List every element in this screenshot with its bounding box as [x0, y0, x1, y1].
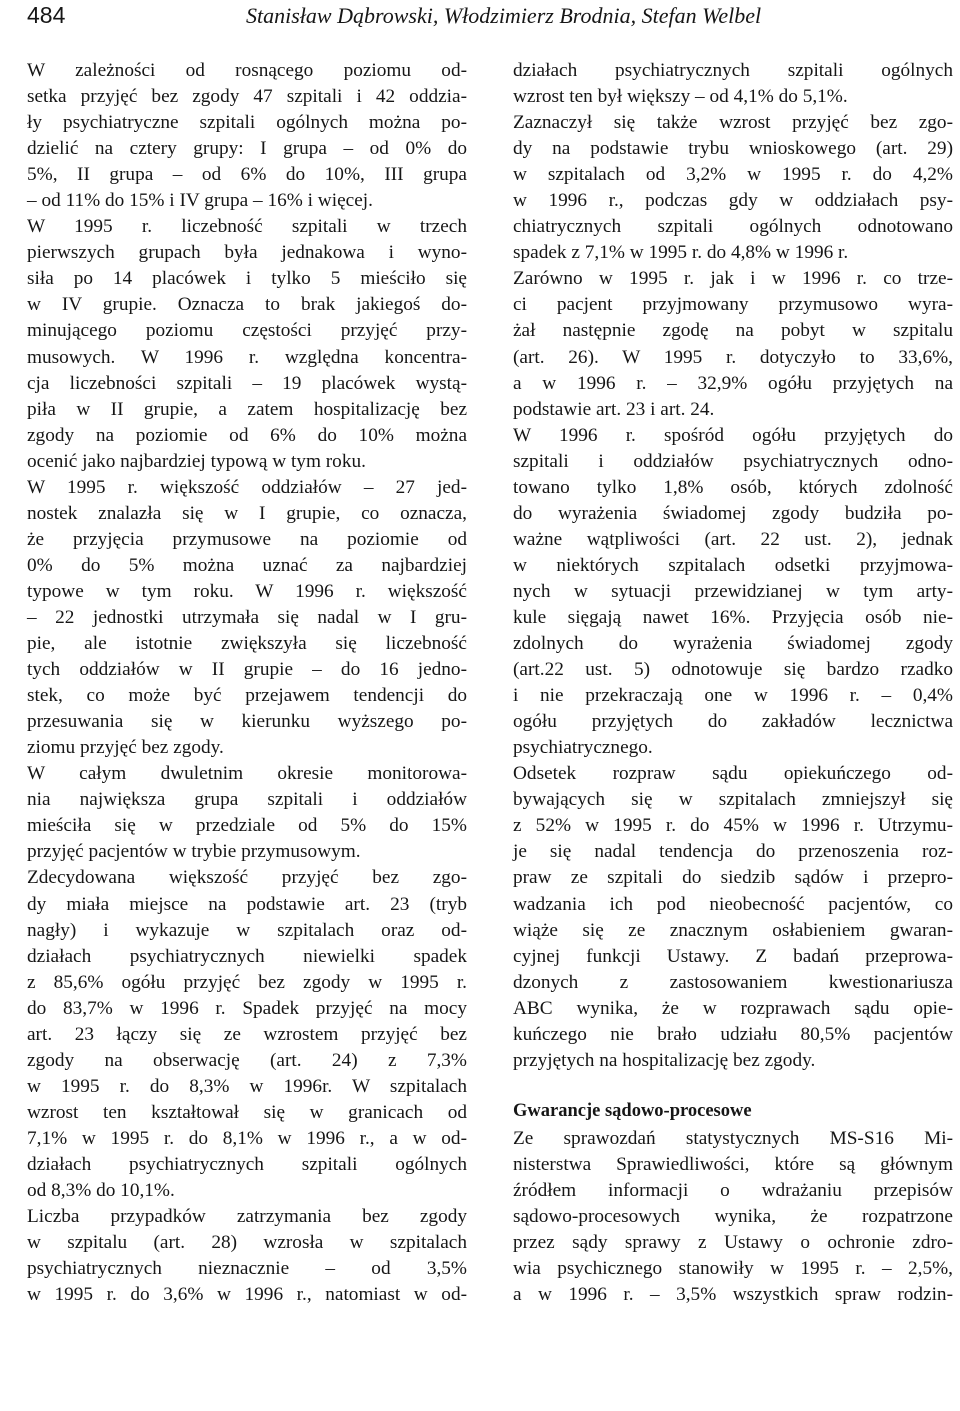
text-line: praw ze szpitali do siedzib sądów i przepro- [513, 867, 953, 889]
text-line: towano tylko 1,8% osób, których zdolność [513, 476, 953, 498]
text-line: (art.22 ust. 5) odnotowuje się bardzo rzadko [513, 659, 953, 681]
section-heading: Gwarancje sądowo-procesowe [513, 1100, 752, 1121]
text-line: pierwszych grupach była jednakowa i wyno- [27, 242, 467, 264]
text-line: je się nadal tendencja do przenoszenia roz- [513, 841, 953, 863]
text-line: z 85,6% ogółu przyjęć bez zgody w 1995 r. [27, 971, 467, 993]
text-line: W zależności od rosnącego poziomu od- [27, 60, 467, 81]
page-header [0, 0, 960, 40]
text-line: tych oddziałów w II grupie – do 16 jedno- [27, 659, 467, 681]
text-line: działach psychiatrycznych szpitali ogólnych [27, 1153, 467, 1175]
text-line: ogółu przyjętych do zakładów lecznictwa [513, 711, 953, 733]
right-text-column [513, 58, 953, 1308]
text-line: stek, co może być przejawem tendencji do [27, 685, 467, 707]
text-line: w szpitalu (art. 28) wzrosła w szpitalach [27, 1232, 467, 1254]
section-spacer [513, 1074, 953, 1096]
text-line: zdolnych do wyrażenia świadomej zgody [513, 633, 953, 655]
text-line: ważne wątpliwości (art. 22 ust. 2), jednak [513, 528, 953, 550]
text-line: cja liczebności szpitali – 19 placówek wystą- [27, 372, 467, 394]
text-line: w niektórych szpitalach odsetki przyjmowa- [513, 554, 953, 576]
text-line: nostek znalazła się w I grupie, co oznacza, [27, 502, 467, 524]
text-line: dy miała miejsce na podstawie art. 23 (tryb [27, 893, 467, 915]
text-line: do wyrażenia świadomej zgody budziła po- [513, 502, 953, 524]
text-line: przez sądy sprawy z Ustawy o ochronie zdro- [513, 1232, 953, 1254]
text-line: przesuwania się w kierunku wyższego po- [27, 711, 467, 733]
text-line: minującego poziomu częstości przyjęć przy- [27, 320, 467, 342]
text-line: w 1995 r. do 3,6% w 1996 r., natomiast w od- [27, 1284, 467, 1306]
text-line: W 1995 r. liczebność szpitali w trzech [27, 216, 467, 238]
text-line: Liczba przypadków zatrzymania bez zgody [27, 1206, 467, 1228]
text-line: w 1995 r. do 8,3% w 1996r. W szpitalach [27, 1075, 467, 1097]
text-line: źródłem informacji o wdrażaniu przepisów [513, 1179, 953, 1201]
text-line: W 1996 r. spośród ogółu przyjętych do [513, 424, 953, 446]
text-line: wadzania ich pod nieobecność pacjentów, co [513, 893, 953, 915]
text-line: 5%, II grupa – od 6% do 10%, III grupa [27, 164, 467, 186]
text-line: ły psychiatryczne szpitali ogólnych można po- [27, 112, 467, 134]
text-line: ziomu przyjęć bez zgody. [27, 737, 224, 759]
text-line: setka przyjęć bez zgody 47 szpitali i 42 oddzia- [27, 86, 467, 108]
text-line: mieściła się w przedziale od 5% do 15% [27, 815, 467, 837]
text-line: w szpitalach od 3,2% w 1995 r. do 4,2% [513, 164, 953, 186]
text-line: Odsetek rozpraw sądu opiekuńczego od- [513, 763, 953, 785]
text-line: a w 1996 r. – 32,9% ogółu przyjętych na [513, 372, 953, 394]
text-line: spadek z 7,1% w 1995 r. do 4,8% w 1996 r. [513, 242, 849, 264]
text-line: w 1996 r., podczas gdy w oddziałach psy- [513, 190, 953, 212]
text-line: działach psychiatrycznych niewielki spadek [27, 945, 467, 967]
text-line: (art. 26). W 1995 r. dotyczyło to 33,6%, [513, 346, 953, 368]
text-line: art. 23 łączy się ze wzrostem przyjęć bez [27, 1023, 467, 1045]
text-line: nia największa grupa szpitali i oddziałów [27, 789, 467, 811]
text-line: wzrost ten był większy – od 4,1% do 5,1%. [513, 86, 848, 108]
text-line: piła w II grupie, a zatem hospitalizację bez [27, 398, 467, 420]
text-line: Zarówno w 1995 r. jak i w 1996 r. co trze- [513, 268, 953, 290]
text-line: przyjęć pacjentów w trybie przymusowym. [27, 841, 361, 863]
text-line: nagły) i wykazuje w szpitalach oraz od- [27, 919, 467, 941]
text-line: dy na podstawie trybu wnioskowego (art. 29) [513, 138, 953, 160]
text-line: a w 1996 r. – 3,5% wszystkich spraw rodzin- [513, 1284, 953, 1306]
text-line: Ze sprawozdań statystycznych MS-S16 Mi- [513, 1127, 953, 1149]
text-line: nych w sytuacji przewidzianej w tym arty- [513, 580, 953, 602]
text-line: z 52% w 1995 r. do 45% w 1996 r. Utrzymu- [513, 815, 953, 837]
text-line: ci pacjent przyjmowany przymusowo wyra- [513, 294, 953, 316]
text-line: psychiatrycznego. [513, 737, 653, 759]
running-head-authors: Stanisław Dąbrowski, Włodzimierz Brodnia, Stefan Welbel [246, 3, 762, 28]
text-line: nisterstwa Sprawiedliwości, które są głównym [513, 1153, 953, 1175]
text-line: wzrost ten kształtował się w granicach od [27, 1101, 467, 1123]
text-line: i nie przekraczają one w 1996 r. – 0,4% [513, 685, 953, 707]
text-line: chiatrycznych szpitali ogólnych odnotowano [513, 216, 953, 238]
text-line: Zaznaczył się także wzrost przyjęć bez zgo- [513, 112, 953, 134]
text-line: ABC wynika, że w rozprawach sądu opie- [513, 997, 953, 1019]
text-line: od 8,3% do 10,1%. [27, 1180, 175, 1202]
text-line: dzielić na cztery grupy: I grupa – od 0% do [27, 138, 467, 160]
text-line: cyjnej funkcji Ustawy. Z badań przeprowa- [513, 945, 953, 967]
text-line: zgody na poziomie od 6% do 10% można [27, 424, 467, 446]
text-line: żał następnie zgodę na pobyt w szpitalu [513, 320, 953, 342]
text-line: kuńczego nie brało udziału 80,5% pacjentów [513, 1023, 953, 1045]
text-line: – 22 jednostki utrzymała się nadal w I gru- [27, 606, 467, 628]
text-line: – od 11% do 15% i IV grupa – 16% i więcej. [27, 190, 373, 212]
text-line: w IV grupie. Oznacza to brak jakiegoś do- [27, 294, 467, 316]
text-line: pie, ale istotnie zwiększyła się liczebność [27, 633, 467, 655]
text-line: zgody na obserwację (art. 24) z 7,3% [27, 1049, 467, 1071]
text-line: ocenić jako najbardziej typową w tym roku. [27, 450, 366, 472]
text-line: musowych. W 1996 r. względna koncentra- [27, 346, 467, 368]
text-line: wia psychicznego stanowiły w 1995 r. – 2,5%, [513, 1258, 953, 1280]
text-line: Zdecydowana większość przyjęć bez zgo- [27, 867, 467, 889]
text-line: dzonych z zastosowaniem kwestionariusza [513, 971, 953, 993]
text-line: siła po 14 placówek i tylko 5 mieściło się [27, 268, 467, 290]
text-line: bywających się w szpitalach zmniejszył się [513, 789, 953, 811]
text-line: wiąże się ze znacznym osłabieniem gwaran- [513, 919, 953, 941]
page-number: 484 [27, 2, 66, 28]
left-text-column [27, 58, 467, 1308]
text-line: W całym dwuletnim okresie monitorowa- [27, 763, 467, 785]
text-line: działach psychiatrycznych szpitali ogólnych [513, 60, 953, 81]
text-line: że przyjęcia przymusowe na poziomie od [27, 528, 467, 550]
text-line: szpitali i oddziałów psychiatrycznych odno- [513, 450, 953, 472]
text-line: typowe w tym roku. W 1996 r. większość [27, 580, 467, 602]
text-line: 0% do 5% można uznać za najbardziej [27, 554, 467, 576]
text-line: 7,1% w 1995 r. do 8,1% w 1996 r., a w od- [27, 1127, 467, 1149]
text-line: do 83,7% w 1996 r. Spadek przyjęć na mocy [27, 997, 467, 1019]
text-line: sądowo-procesowych wynika, że rozpatrzone [513, 1205, 953, 1227]
text-line: kule sięgają nawet 16%. Przyjęcia osób nie- [513, 606, 953, 628]
text-line: W 1995 r. większość oddziałów – 27 jed- [27, 476, 467, 498]
text-line: psychiatrycznych nieznacznie – od 3,5% [27, 1258, 467, 1280]
text-line: podstawie art. 23 i art. 24. [513, 398, 715, 420]
text-line: przyjętych na hospitalizację bez zgody. [513, 1049, 816, 1071]
